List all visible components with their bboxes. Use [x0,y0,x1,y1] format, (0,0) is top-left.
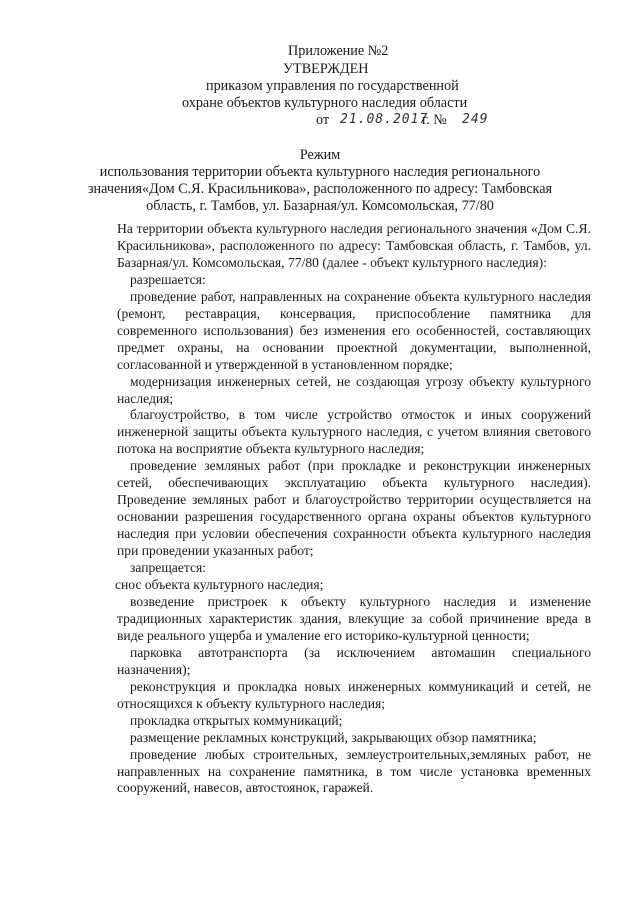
forbidden-heading: запрещается: [130,560,207,576]
forbidden-item: парковка автотранспорта (за исключением автомашин специального назначения); [117,644,591,677]
document-body [117,221,591,797]
date-handwritten: 21.08.2017 [340,112,429,127]
forbidden-item: реконструкция и прокладка новых инженерных коммуникаций и сетей, не относящихся к объекту культурного наследия; [117,678,591,711]
regime-subtitle-line-2: значения«Дом С.Я. Красильникова», расположенного по адресу: Тамбовская [87,181,553,197]
allowed-item: проведение земляных работ (при прокладке и реконструкции инженерных сетей, обеспечивающих эксплуатацию объекта культурного наследия). Проведение земляных работ и благоустройство территории осуществляется на основании разрешения государственного органа охраны объектов культурного наследия при условии обеспечения сохранности объекта культурного наследия при проведении указанных работ; [117,458,591,559]
allowed-item: благоустройство, в том числе устройство отмосток и иных сооружений инженерной защиты объекта культурного наследия, с учетом влияния светового потока на восприятие объекта культурного наследия; [117,407,591,457]
order-number-handwritten: 249 [462,112,489,127]
date-suffix: г. № [422,112,447,128]
allowed-heading: разрешается: [130,271,206,287]
intro-paragraph: На территории объекта культурного наследия регионального значения «Дом С.Я. Красильникова», расположенного по адресу: Тамбовская область, г. Тамбов, ул. Базарная/ул. Комсомольская, 77/80 (далее - объект культурного наследия): [117,221,591,270]
forbidden-item: размещение рекламных конструкций, закрывающих обзор памятника; [130,729,537,745]
order-line-1: приказом управления по государственной [206,78,459,94]
date-prefix: от [316,112,330,128]
regime-subtitle-line-1: использования территории объекта культурного наследия регионального [99,164,541,180]
appendix-label: Приложение №2 [288,43,389,59]
order-line-2: охране объектов культурного наследия области [182,95,468,111]
regime-subtitle-line-3: область, г. Тамбов, ул. Базарная/ул. Комсомольская, 77/80 [146,198,494,214]
forbidden-item: снос объекта культурного наследия; [115,577,324,593]
forbidden-item: проведение любых строительных, землеустроительных,земляных работ, не направленных на сохранение памятника, в том числе установка временных сооружений, навесов, автостоянок, гаражей. [117,746,591,796]
approved-label: УТВЕРЖДЕН [283,61,369,77]
regime-title: Режим [299,147,341,163]
forbidden-item: возведение пристроек к объекту культурного наследия и изменение традиционных характеристик здания, влекущие за собой причинение вреда в виде реального ущерба и умаление его историко-культурной ценности; [117,593,591,643]
allowed-item: проведение работ, направленных на сохранение объекта культурного наследия (ремонт, реставрация, консервация, приспособление памятника для современного использования) без изменения его особенностей, составляющих предмет охраны, на основании проектной документации, выполненной, согласованной и утвержденной в установленном порядке; [117,288,591,372]
allowed-item: модернизация инженерных сетей, не создающая угрозу объекту культурного наследия; [117,373,591,406]
forbidden-item: прокладка открытых коммуникаций; [130,712,343,728]
